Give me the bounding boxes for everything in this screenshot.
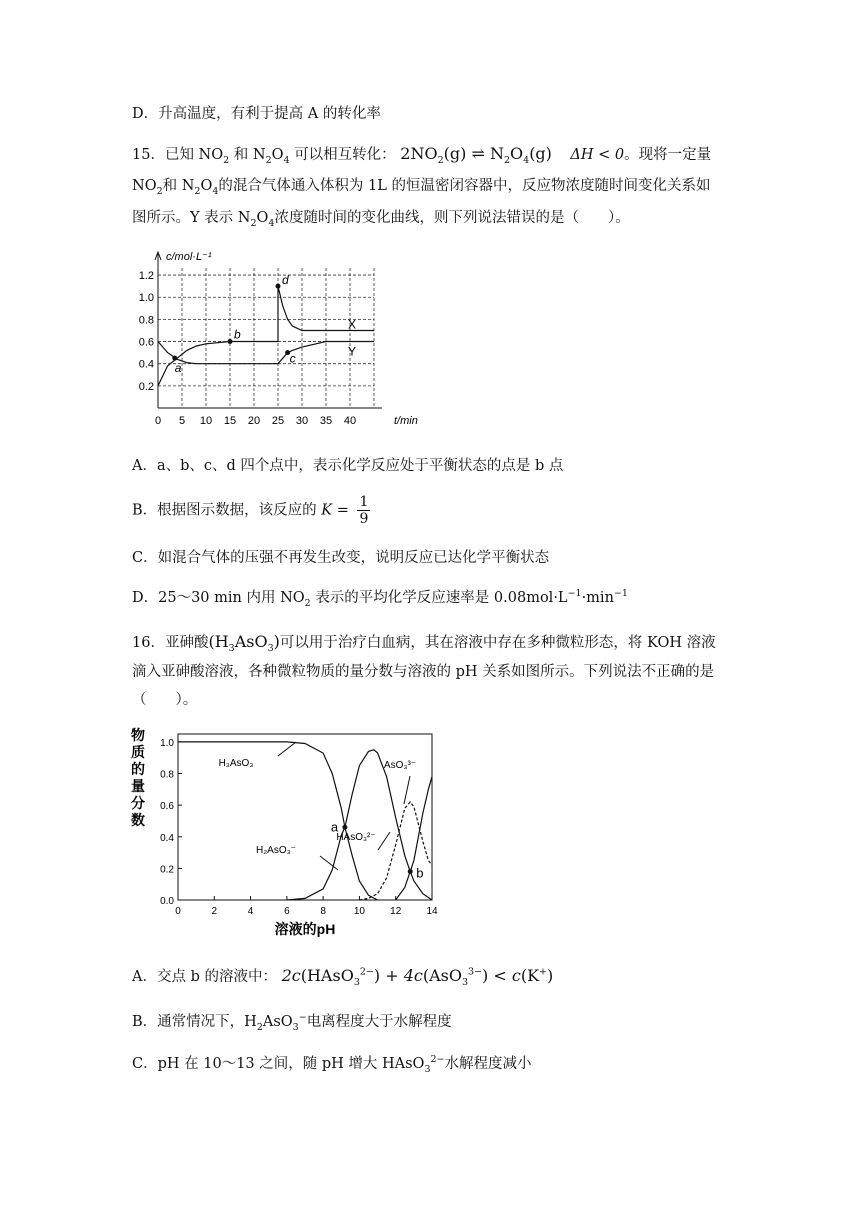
y-axis-label-char: 数: [131, 812, 145, 828]
species-label-0: H₃AsO₃: [218, 758, 254, 769]
x-tick-label: 4: [247, 906, 254, 917]
species-arrow-icon: [278, 742, 296, 756]
y-tick-label: 0.4: [138, 358, 154, 371]
y-tick-label: 0.4: [160, 832, 174, 844]
y-tick-label: 0.8: [138, 314, 154, 327]
x-tick-label: 10: [199, 415, 213, 427]
series-line-Y: [158, 342, 374, 364]
q15-option-b: B．根据图示数据，该反应的 K = $\frac{1}{9}$: [132, 494, 369, 527]
species-label-2: HAsO₃²⁻: [336, 832, 376, 843]
y-axis-label: c/mol·L⁻¹: [166, 251, 212, 263]
y-tick-label: 0.2: [138, 380, 154, 393]
x-tick-label: 25: [271, 415, 285, 427]
q16-stem-line2: 滴入亚砷酸溶液，各种微粒物质的量分数与溶液的 pH 关系如图所示。下列说法不正确的是: [132, 664, 715, 680]
x-tick-label: 12: [390, 906, 402, 917]
point-d: [276, 284, 281, 289]
point-label-a: a: [330, 819, 339, 835]
y-tick-label: 0.2: [160, 864, 174, 876]
y-tick-label: 1.0: [138, 292, 154, 305]
q14-option-d: D．升高温度，有利于提高 A 的转化率: [132, 106, 381, 122]
series-line-1: [287, 750, 432, 900]
series-line-0: [178, 742, 378, 900]
q16-stem-line1: 16．亚砷酸$(H_3AsO_3)$可以用于治疗白血病，其在溶液中存在多种微粒形态，将 KOH 溶液: [132, 632, 716, 655]
point-label-d: d: [282, 273, 289, 288]
y-axis-label-char: 分: [131, 795, 145, 811]
x-tick-label: 35: [319, 415, 333, 427]
y-axis-label-char: 的: [131, 761, 145, 777]
q16-stem-line3: （ ）。: [132, 692, 198, 708]
equilibrium-arrow-icon: ⇌: [471, 144, 485, 163]
x-tick-label: 5: [178, 415, 186, 427]
y-axis-label-char: 质: [131, 744, 145, 760]
x-tick-label: 0: [175, 906, 181, 917]
x-tick-label: 2: [211, 906, 218, 917]
q15-stem-line3: 图所示。Y 表示 $N_2O_4$浓度随时间的变化曲线，则下列说法错误的是（ ）。: [132, 210, 630, 229]
point-label-b: b: [234, 327, 241, 342]
point-label-c: c: [289, 351, 296, 366]
fraction-one-ninth: $\frac{1}{9}$: [359, 494, 369, 527]
species-arrow-icon: [404, 776, 410, 804]
x-tick-label: 0: [154, 415, 162, 427]
q15-stem-line1: 15．已知 $NO_2$ 和 $N_2O_4$ 可以相互转化： $2NO_2(g)$ ⇌ $N_2O_4(g)$ ΔH < 0。现将一定量: [132, 144, 712, 167]
x-axis-label: 溶液的pH: [274, 921, 336, 937]
x-tick-label: 10: [353, 906, 365, 917]
y-tick-label: 0.8: [160, 769, 174, 781]
point-a: [172, 356, 177, 361]
q15-stem-line2: $NO_2$和 $N_2O_4$的混合气体通入体积为 1L 的恒温密闭容器中，反应物浓度随时间变化关系如: [132, 178, 711, 197]
y-tick-label: 0.0: [160, 896, 174, 907]
concentration-time-chart: [126, 242, 426, 438]
species-arrow-icon: [378, 832, 390, 850]
point-label-a: a: [174, 361, 182, 376]
x-tick-label: 14: [426, 906, 438, 917]
series-line-X: [158, 286, 374, 386]
q16-option-a: A．交点 b 的溶液中： 2c(HAsO$_3^{2-}$) + 4c(AsO$_3^{3-}$) < c(K+): [132, 966, 554, 989]
plot-frame: [178, 734, 432, 900]
series-label-X: X: [348, 317, 357, 332]
x-axis-label: t/min: [394, 415, 418, 427]
point-b: [228, 339, 233, 344]
point-label-b: b: [416, 865, 424, 881]
x-tick-label: 30: [295, 415, 309, 427]
species-label-1: H₂AsO₃⁻: [256, 845, 296, 856]
q15-option-d: D．25～30 min 内用 $NO_2$ 表示的平均化学反应速率是 $0.08mol\cdot L^{-1}\cdot\min^{-1}$: [132, 588, 628, 609]
q15-option-c: C．如混合气体的压强不再发生改变，说明反应已达化学平衡状态: [132, 550, 550, 566]
y-tick-label: 0.6: [138, 336, 154, 349]
q16-option-c: C．pH 在 10～13 之间，随 pH 增大 HAsO$_3^{2-}$水解程度减小: [132, 1054, 532, 1075]
x-tick-label: 15: [223, 415, 237, 427]
q16-option-b: B．通常情况下，$H_2AsO_3^-$电离程度大于水解程度: [132, 1012, 452, 1033]
series-label-Y: Y: [348, 344, 357, 359]
q15-option-a: A．a、b、c、d 四个点中，表示化学反应处于平衡状态的点是 b 点: [132, 458, 564, 474]
x-tick-label: 40: [343, 415, 357, 427]
x-tick-label: 20: [247, 415, 261, 427]
point-a: [342, 825, 347, 830]
species-fraction-ph-chart: [126, 720, 446, 948]
species-label-3: AsO₃³⁻: [383, 760, 417, 771]
point-b: [408, 869, 413, 874]
y-tick-label: 1.0: [160, 737, 174, 749]
y-tick-label: 0.6: [160, 801, 174, 813]
x-tick-label: 6: [284, 906, 290, 917]
x-tick-label: 8: [320, 906, 326, 917]
y-tick-label: 1.2: [138, 270, 154, 283]
y-axis-label-char: 物: [131, 727, 145, 743]
y-axis-label-char: 量: [131, 778, 145, 794]
